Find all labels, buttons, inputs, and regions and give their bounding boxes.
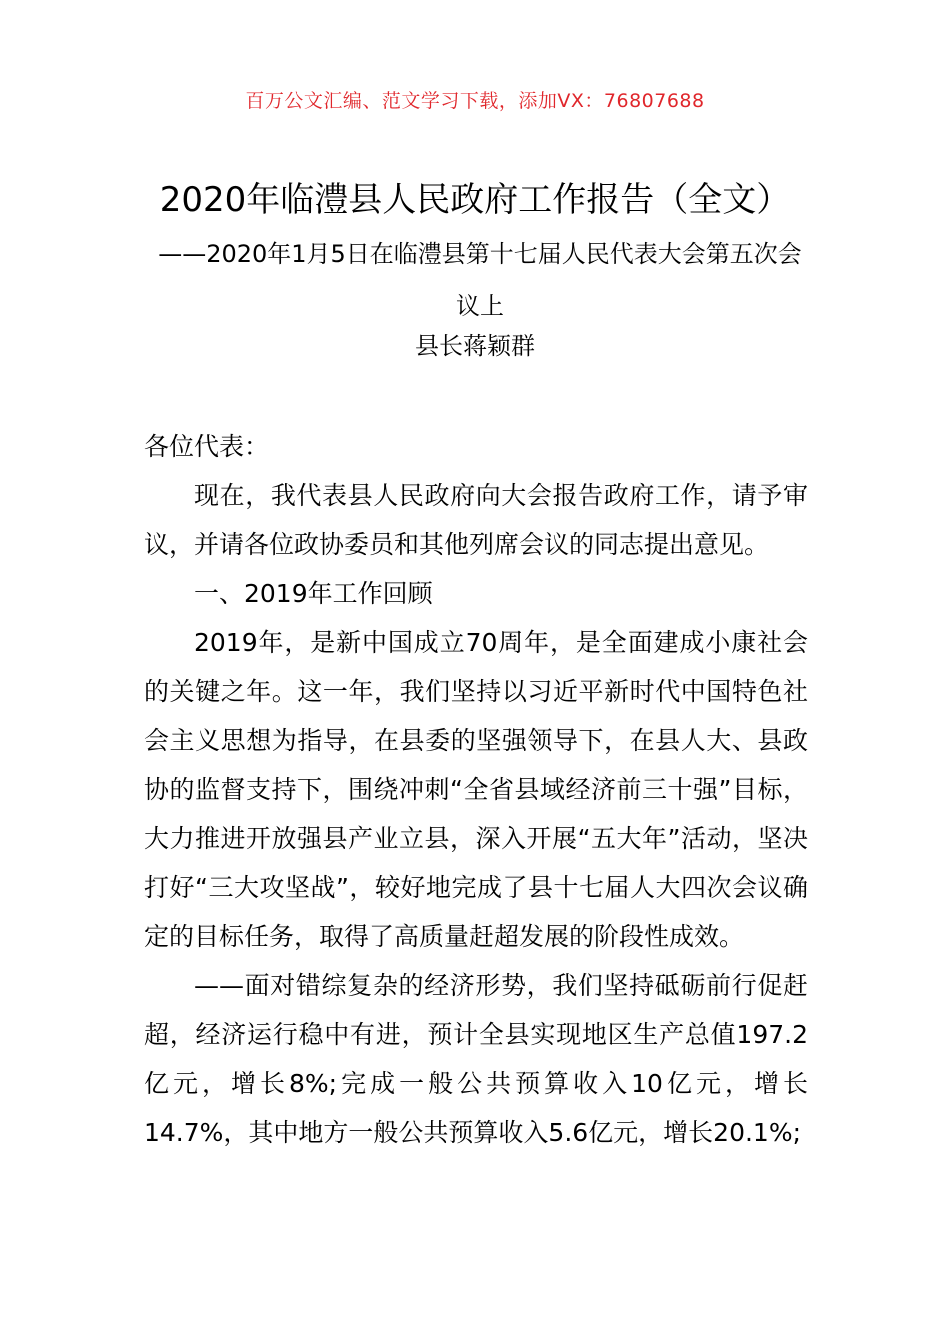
document-title: 2020年临澧县人民政府工作报告（全文） bbox=[159, 180, 791, 220]
document-author: 县长蒋颖群 bbox=[415, 332, 535, 360]
paragraph: 2019年，是新中国成立70周年，是全面建成小康社会的关键之年。这一年，我们坚持以习近平新时代中国特色社会主义思想为指导，在县委的坚强领导下，在县人大、县政协的监督支持下，围绕冲刺“全省县域经济前三十强”目标，大力推进开放强县产业立县，深入开展“五大年”活动，坚决打好“三大攻坚战”，较好地完成了县十七届人大四次会议确定的目标任务，取得了高质量赶超发展的阶段性成效。 bbox=[144, 628, 808, 951]
salutation: 各位代表： bbox=[144, 432, 270, 461]
document-body bbox=[144, 422, 808, 1157]
paragraph: 现在，我代表县人民政府向大会报告政府工作，请予审议，并请各位政协委员和其他列席会议的同志提出意见。 bbox=[144, 481, 808, 559]
header-watermark: 百万公文汇编、范文学习下载，添加VX：76807688 bbox=[245, 90, 705, 112]
section-heading: 一、2019年工作回顾 bbox=[194, 579, 433, 608]
paragraph: ——面对错综复杂的经济形势，我们坚持砥砺前行促赶超，经济运行稳中有进，预计全县实现地区生产总值197.2亿元，增长8%;完成一般公共预算收入10亿元，增长14.7%，其中地方一般公共预算收入5.6亿元，增长20.1%; bbox=[144, 971, 808, 1147]
document-subtitle: ——2020年1月5日在临澧县第十七届人民代表大会第五次会议上 bbox=[158, 240, 802, 320]
